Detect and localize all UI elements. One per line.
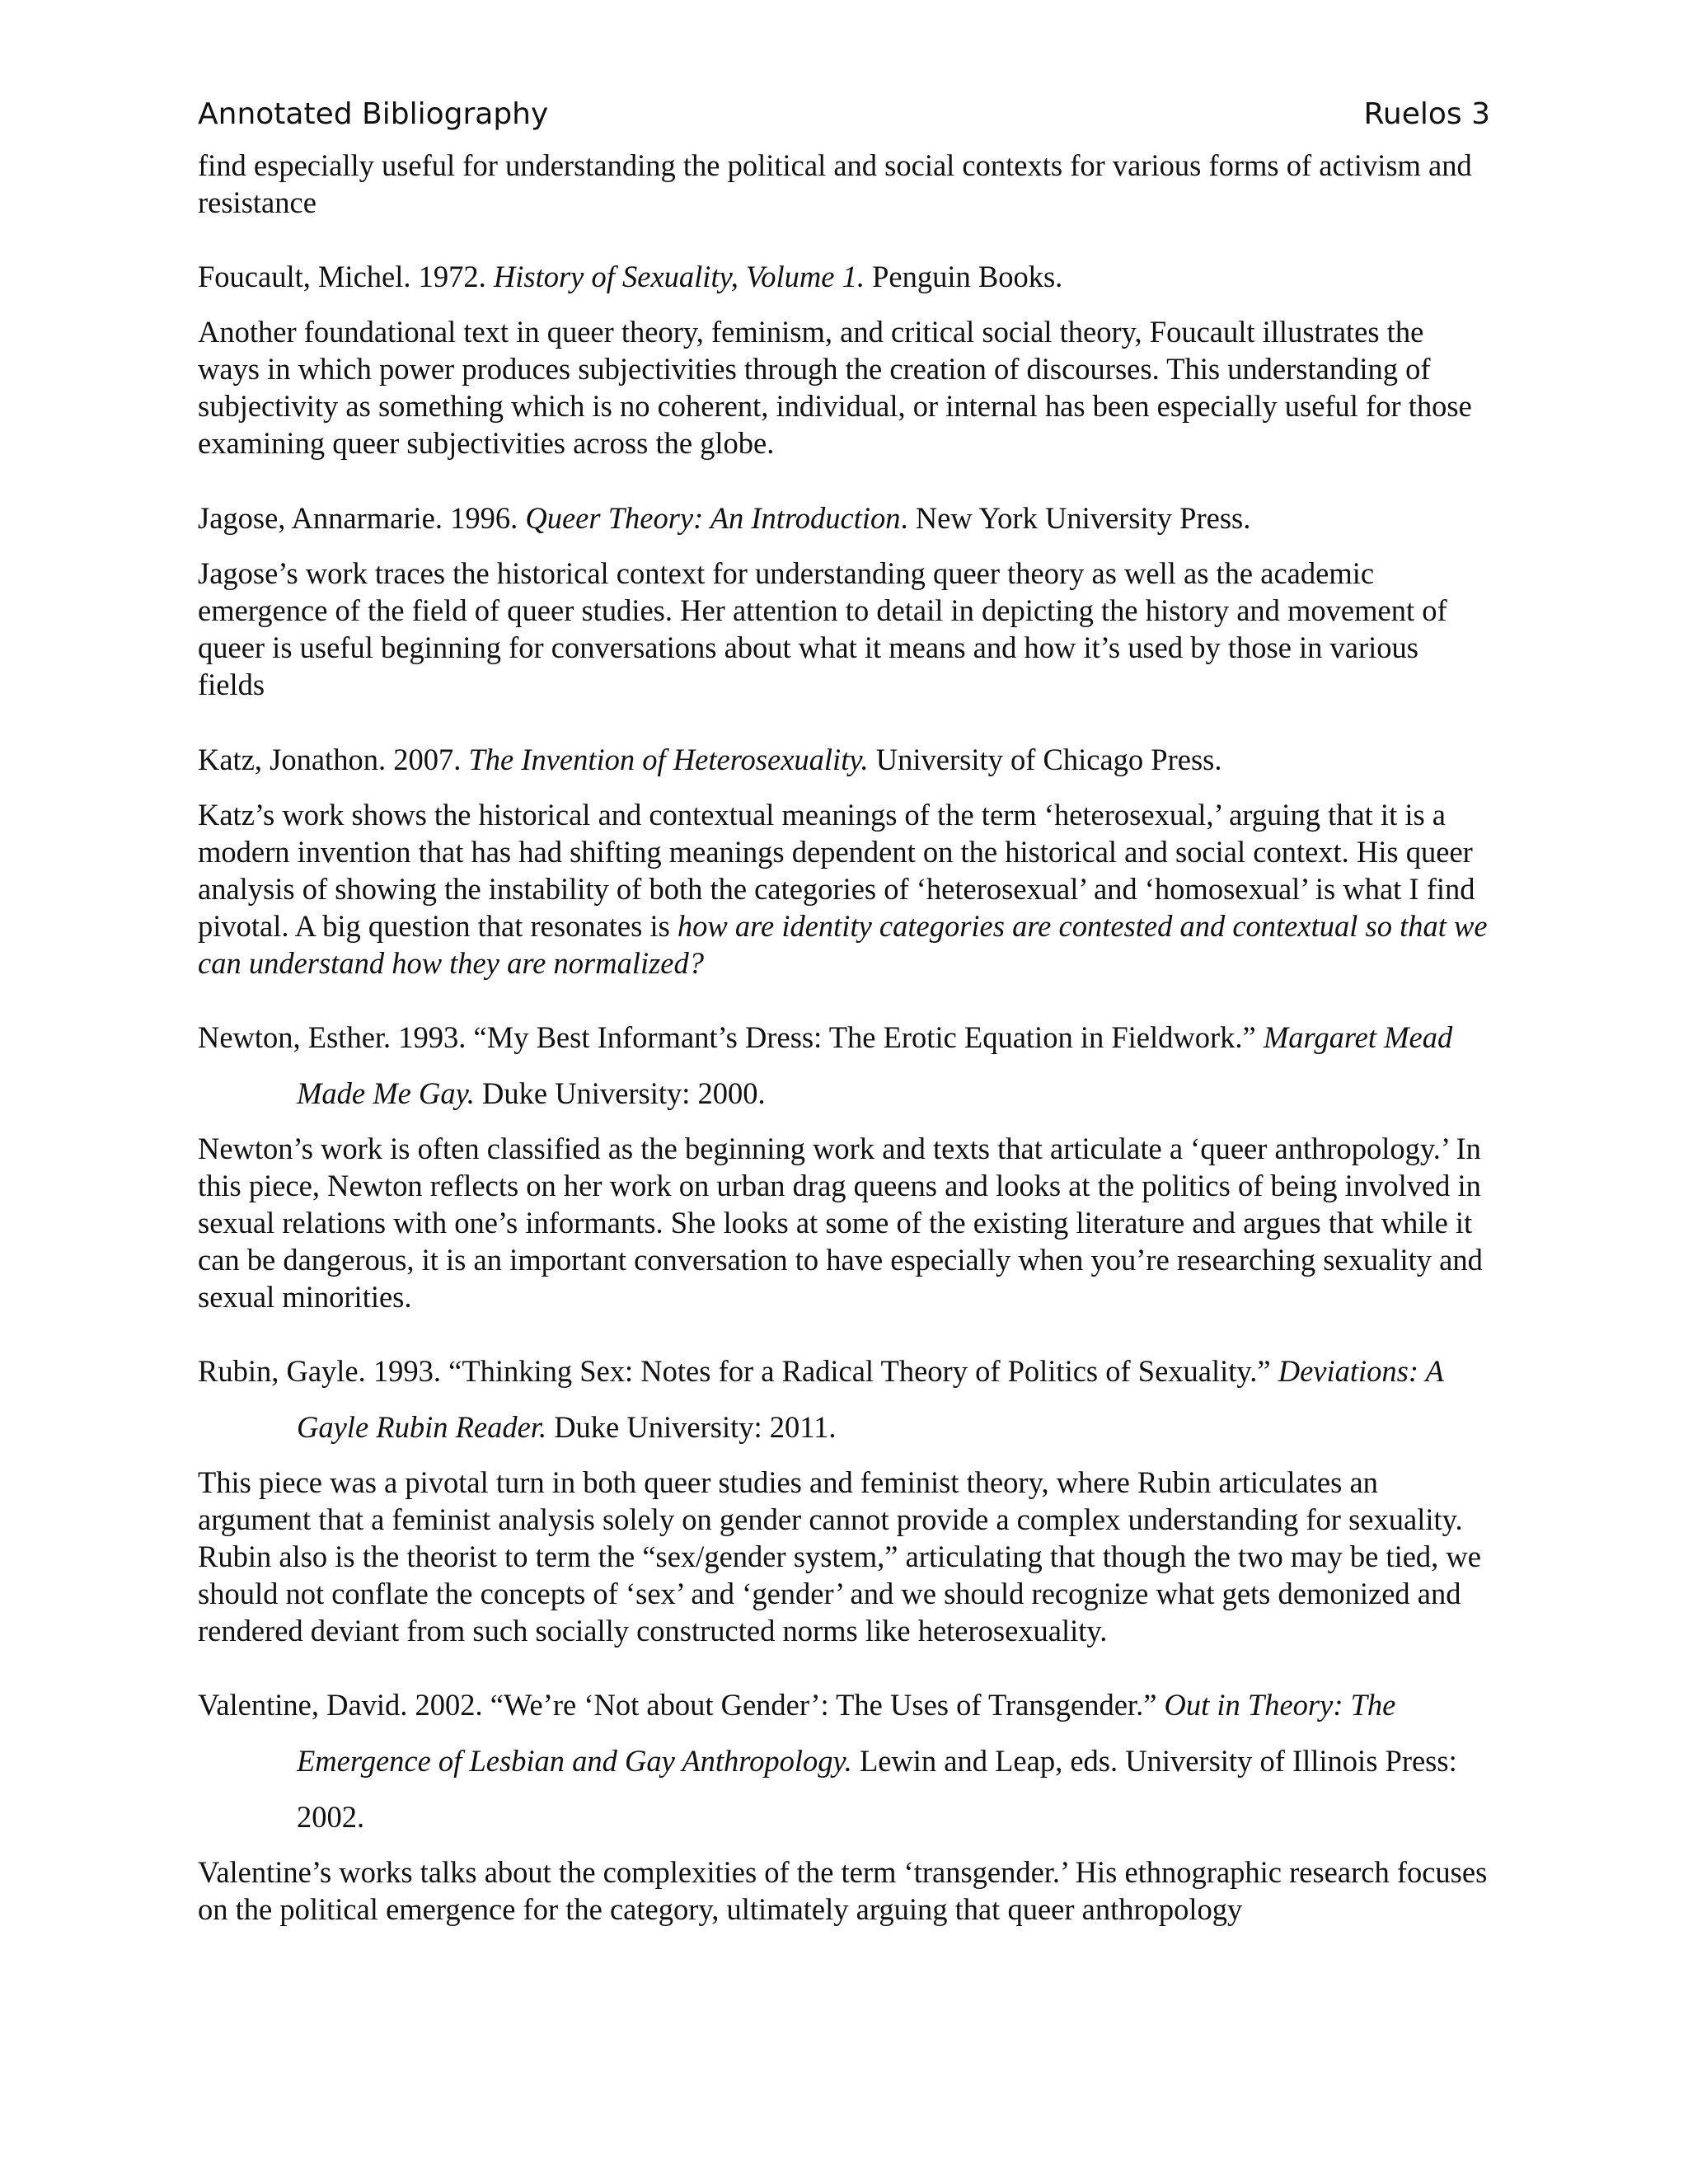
citation-jagose: Jagose, Annarmarie. 1996. Queer Theory: An Introduction. New York University Press.: [198, 501, 1251, 535]
running-header: [198, 97, 1490, 131]
annotation-foucault: Another foundational text in queer theory, feminism, and critical social theory, Foucault illustrates the ways in which power produces subjectivities through the creation of discourses. This understanding of subjectivity as something which is no coherent, individual, or internal has been especially useful for those examining queer subjectivities across the globe.: [198, 315, 1472, 460]
citation-title: Deviations: A Gayle Rubin Reader.: [297, 1354, 1444, 1444]
citation-title: Queer Theory: An Introduction: [525, 501, 901, 535]
document-body: [198, 147, 1492, 1966]
citation-foucault: Foucault, Michel. 1972. History of Sexuality, Volume 1. Penguin Books.: [198, 260, 1063, 293]
annotation-rubin: This piece was a pivotal turn in both queer studies and feminist theory, where Rubin articulates an argument that a feminist analysis solely on gender cannot provide a complex understanding for sexuality. Rubin also is the theorist to term the “sex/gender system,” articulating that though the two may be tied, we should not conflate the concepts of ‘sex’ and ‘gender’ and we should recognize what gets demonized and rendered deviant from such socially constructed norms like heterosexuality.: [198, 1465, 1481, 1647]
citation-newton: Newton, Esther. 1993. “My Best Informant’s Dress: The Erotic Equation in Fieldwork.” Margaret Mead Made Me Gay. Duke University: 2000.: [198, 1020, 1453, 1110]
citation-valentine: Valentine, David. 2002. “We’re ‘Not about Gender’: The Uses of Transgender.” Out in Theory: The Emergence of Lesbian and Gay Anthropology. Lewin and Leap, eds. University of Illinois Press: 2002.: [198, 1688, 1457, 1834]
annotation-katz: Katz’s work shows the historical and contextual meanings of the term ‘heterosexual,’ arguing that it is a modern invention that has had shifting meanings dependent on the historical and social context. His queer analysis of showing the instability of both the categories of ‘heterosexual’ and ‘homosexual’ is what I find pivotal. A big question that resonates is how are identity categories are contested and contextual so that we can understand how they are normalized?: [198, 798, 1488, 980]
annotation-newton: Newton’s work is often classified as the beginning work and texts that articulate a ‘queer anthropology.’ In this piece, Newton reflects on her work on urban drag queens and looks at the politics of being involved in sexual relations with one’s informants. She looks at some of the existing literature and argues that while it can be dangerous, it is an important conversation to have especially when you’re researching sexuality and sexual minorities.: [198, 1132, 1483, 1314]
header-title: Annotated Bibliography: [198, 97, 549, 131]
citation-title: Margaret Mead Made Me Gay.: [297, 1020, 1453, 1110]
header-page-label: Ruelos 3: [1363, 97, 1490, 131]
citation-title: Out in Theory: The Emergence of Lesbian and Gay Anthropology.: [297, 1688, 1396, 1778]
citation-title: The Invention of Heterosexuality.: [468, 743, 869, 776]
citation-rubin: Rubin, Gayle. 1993. “Thinking Sex: Notes for a Radical Theory of Politics of Sexuality.” Deviations: A Gayle Rubin Reader. Duke University: 2011.: [198, 1354, 1444, 1444]
citation-katz: Katz, Jonathon. 2007. The Invention of Heterosexuality. University of Chicago Press.: [198, 743, 1222, 776]
annotation-jagose: Jagose’s work traces the historical context for understanding queer theory as well as the academic emergence of the field of queer studies. Her attention to detail in depicting the history and movement of queer is useful beginning for conversations about what it means and how it’s used by those in various fields: [198, 556, 1447, 701]
continued-paragraph: find especially useful for understanding the political and social contexts for various forms of activism and resistance: [198, 148, 1472, 219]
citation-title: History of Sexuality, Volume 1.: [493, 260, 865, 293]
annotation-question: how are identity categories are contested and contextual so that we can understand how they are normalized?: [198, 909, 1488, 980]
annotation-valentine: Valentine’s works talks about the complexities of the term ‘transgender.’ His ethnographic research focuses on the political emergence for the category, ultimately arguing that queer anthropology: [198, 1855, 1488, 1926]
